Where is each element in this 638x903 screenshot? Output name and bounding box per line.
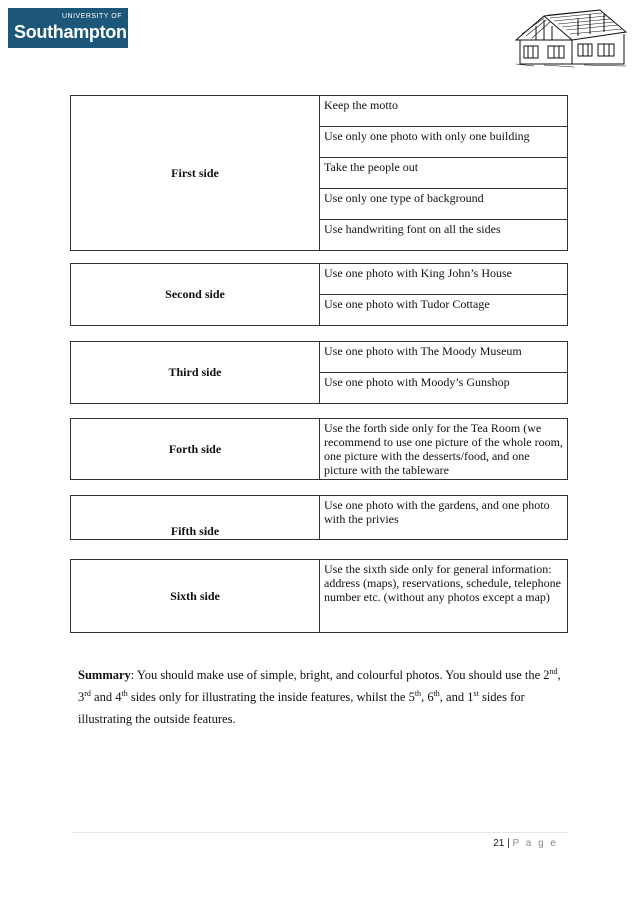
ordinal-number: 3 xyxy=(78,690,85,704)
ordinal-suffix: nd xyxy=(549,666,558,676)
ordinal-suffix: th xyxy=(433,688,440,698)
page-word: P a g e xyxy=(512,838,558,849)
sixth-side-table xyxy=(70,559,568,633)
ordinal-suffix: st xyxy=(473,688,479,698)
ordinal-number: 4 xyxy=(115,690,122,704)
side-label: Third side xyxy=(71,342,320,404)
summary-text: , xyxy=(421,690,428,704)
summary-heading: Summary xyxy=(78,668,131,682)
second-side-table xyxy=(70,263,568,326)
summary-text: sides for illustrating the outside features. xyxy=(78,690,525,726)
guideline-item: Use one photo with Tudor Cottage xyxy=(320,295,568,326)
page-footer xyxy=(493,838,558,849)
guideline-item: Use one photo with The Moody Museum xyxy=(320,342,568,373)
side-label: Sixth side xyxy=(71,560,320,633)
logo-top-text: UNIVERSITY OF xyxy=(61,13,122,20)
fifth-side-table xyxy=(70,495,568,540)
summary-paragraph xyxy=(78,664,566,730)
side-label: Fifth side xyxy=(71,496,320,540)
guideline-item: Use one photo with Moody’s Gunshop xyxy=(320,373,568,404)
side-label: Second side xyxy=(71,264,320,326)
tudor-building-sketch-icon xyxy=(514,6,630,68)
page-number: 21 xyxy=(493,838,505,849)
summary-text: : You should make use of simple, bright, and colourful photos. You should use the xyxy=(130,668,544,682)
guideline-item: Use handwriting font on all the sides xyxy=(320,220,568,251)
ordinal-number: 6 xyxy=(427,690,434,704)
summary-text: , xyxy=(557,668,561,682)
ordinal-number: 5 xyxy=(408,690,415,704)
ordinal-suffix: rd xyxy=(84,688,91,698)
summary-text: sides only for illustrating the inside features, whilst the xyxy=(127,690,409,704)
guideline-item: Use the forth side only for the Tea Room (we recommend to use one picture of the whole room, one picture with the desserts/food, and one picture with the tableware xyxy=(320,419,568,480)
ordinal-number: 1 xyxy=(467,690,474,704)
first-side-table xyxy=(70,95,568,251)
third-side-table xyxy=(70,341,568,404)
guideline-item: Keep the motto xyxy=(320,96,568,127)
logo-main-text: Southampton xyxy=(14,22,127,42)
guideline-item: Use the sixth side only for general information: address (maps), reservations, schedule, telephone number etc. (without any photos except a map) xyxy=(320,560,568,633)
summary-text: and xyxy=(90,690,116,704)
ordinal-number: 2 xyxy=(543,668,550,682)
ordinal-suffix: th xyxy=(414,688,422,698)
university-logo xyxy=(8,8,128,48)
forth-side-table xyxy=(70,418,568,480)
footer-divider xyxy=(72,832,568,833)
side-label: First side xyxy=(71,96,320,251)
guideline-item: Use one photo with King John’s House xyxy=(320,264,568,295)
guideline-item: Use one photo with the gardens, and one photo with the privies xyxy=(320,496,568,540)
guideline-item: Use only one photo with only one building xyxy=(320,127,568,158)
summary-text: , and xyxy=(439,690,468,704)
side-label: Forth side xyxy=(71,419,320,480)
ordinal-suffix: th xyxy=(121,688,128,698)
footer-separator: | xyxy=(507,838,510,849)
guideline-item: Take the people out xyxy=(320,158,568,189)
guideline-item: Use only one type of background xyxy=(320,189,568,220)
